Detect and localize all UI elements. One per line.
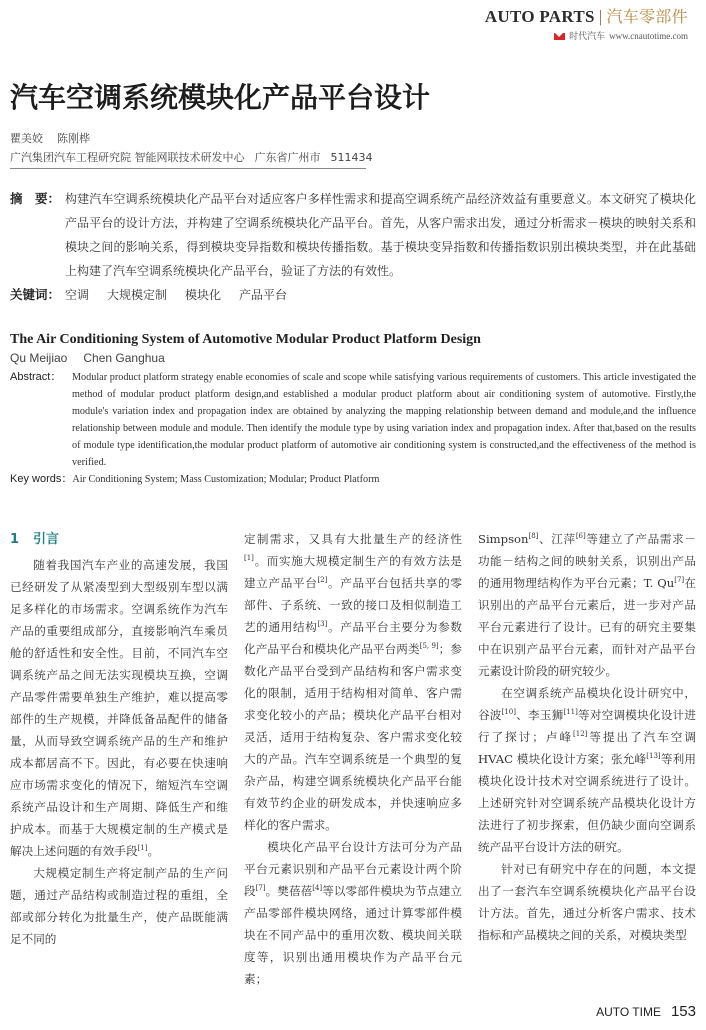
author-list xyxy=(10,130,696,147)
brand-en: AUTO PARTS xyxy=(484,7,595,26)
paragraph-text: 。产品平台包括共享的零部件、子系统、一致的接口及相似制造工艺的通用结构 xyxy=(244,576,462,634)
affiliation-location: 广东省广州市 xyxy=(254,151,321,164)
section-number: 1 xyxy=(10,532,20,547)
author-en: Qu Meijiao xyxy=(10,351,68,365)
paragraph-text: 等建立了产品需求－功能－结构之间的映射关系，识别出产品的通用物理结构作为平台元素；T. Qu xyxy=(478,532,696,590)
paragraph xyxy=(10,554,228,862)
affiliation-postcode: 511434 xyxy=(330,151,373,164)
citation[interactable]: [11] xyxy=(563,708,578,717)
affiliation xyxy=(10,149,696,166)
citation[interactable]: [7] xyxy=(674,576,685,585)
author: 陈刚桦 xyxy=(57,132,90,145)
paragraph-text: 模块化产品平台设计方法可分为产品平台元素识别和产品平台元素设计两个阶段 xyxy=(244,840,462,898)
citation[interactable]: [4] xyxy=(312,884,323,893)
divider xyxy=(10,168,366,169)
article-title-en: The Air Conditioning System of Automotive Modular Product Platform Design xyxy=(10,332,481,347)
paragraph-text: 。樊蓓蓓 xyxy=(265,884,313,898)
paragraph xyxy=(478,682,696,858)
paragraph-text: 。产品平台主要分为参数化产品平台和模块化产品平台两类 xyxy=(244,620,462,656)
paragraph: 大规模定制生产将定制产品的生产问题，通过产品结构或制造过程的重组，全部或部分转化为批量生产，使产品既能满足不同的 xyxy=(10,866,228,946)
paragraph-text: 在空调系统产品模块化设计研究中，谷波 xyxy=(478,686,696,722)
mail-icon xyxy=(554,33,565,40)
abstract-en-text: Modular product platform strategy enable economies of scale and scope while satisfying various requirements of customers. This article investigated the method of modular product platform design,and established a modular product platform about air conditioning system of automotive. Firstly,the module's variation index and propagation index are obtained by analyzing the mapping relationship between demand and module,and the influence relationship between module and module. Then identify the module type by using variation index and propagation index. After that,based on the results of module type identification,the modular product platform of automotive air conditioning system is constructed,and the effectiveness of the method is verified. xyxy=(72,372,696,468)
abstract-cn xyxy=(10,187,696,283)
magazine-name: AUTO TIME xyxy=(596,1005,661,1019)
paragraph: 针对已有研究中存在的问题，本文提出了一套汽车空调系统模块化产品平台设计方法。首先，通过分析客户需求、技术指标和产品模块之间的关系，对模块类型 xyxy=(478,862,696,942)
paragraph-text: 定制需求，又具有大批量生产的经济性 xyxy=(244,532,462,546)
page-number: 153 xyxy=(670,1003,696,1020)
brand-cn: 汽车零部件 xyxy=(606,7,688,26)
citation[interactable]: [6] xyxy=(575,532,586,541)
paragraph xyxy=(244,528,462,836)
section-heading xyxy=(10,528,228,552)
paragraph-text: 、李玉狮 xyxy=(516,708,564,722)
keyword: 空调 xyxy=(65,288,90,302)
citation[interactable]: [1] xyxy=(137,844,148,853)
citation[interactable]: [5, 9] xyxy=(419,642,439,651)
article-title: 汽车空调系统模块化产品平台设计 xyxy=(10,81,431,114)
publisher-website[interactable]: www.cnautotime.com xyxy=(609,31,688,41)
keywords-cn-label: 关键词： xyxy=(10,287,61,302)
paragraph-text: 等以零部件模块为节点建立产品零部件模块网络，通过计算零部件模块在不同产品中的重用次数、模块间关联度等，识别出通用模块作为产品平台元素； xyxy=(244,884,462,986)
body-column-3 xyxy=(478,528,696,946)
paragraph xyxy=(478,528,696,682)
author-en: Chen Ganghua xyxy=(83,351,165,365)
body-column-1 xyxy=(10,528,228,950)
paragraph-text: 随着我国汽车产业的高速发展，我国已经研发了从紧凑型到大型级别车型以满足多样化的市场需求。空调系统作为汽车产品的重要组成部分，直接影响汽车乘员舱的舒适性和安全性。目前，不同汽车空调系统产品之间无法实现模块互换，空调产品零件需要单独生产维护，难以提高零部件的生产规模，并降低备品配件的储备量，从而导致空调系统产品的生产和维护成本都居高不下。因此，有必要在快速响应市场需求变化的情况下，缩短汽车空调系统产品设计和生产周期、降低生产和维护成本。而基于大规模定制的生产模式是解决上述问题的有效手段 xyxy=(10,558,228,858)
abstract-en-label: Abstract： xyxy=(10,371,62,383)
keyword: 模块化 xyxy=(185,288,222,302)
keyword: 产品平台 xyxy=(239,288,288,302)
page-header xyxy=(10,6,696,42)
citation[interactable]: [12] xyxy=(573,730,588,739)
keyword: 大规模定制 xyxy=(107,288,168,302)
paragraph-text: Simpson xyxy=(478,532,529,546)
abstract-cn-label: 摘 要： xyxy=(10,191,61,206)
keywords-cn xyxy=(10,283,696,307)
citation[interactable]: [3] xyxy=(317,620,328,629)
keywords-en xyxy=(10,471,696,488)
citation[interactable]: [2] xyxy=(317,576,328,585)
citation[interactable]: [1] xyxy=(244,554,254,563)
citation[interactable]: [10] xyxy=(501,708,516,717)
paragraph xyxy=(244,836,462,990)
body-columns xyxy=(10,528,696,990)
keywords-en-label: Key words： xyxy=(10,473,73,485)
body-column-2 xyxy=(244,528,462,990)
paragraph-text: 在识别出的产品平台元素后，进一步对产品平台元素进行了设计。已有的研究主要集中在识别产品平台元素，而针对产品平台元素设计阶段的研究较少。 xyxy=(478,576,696,678)
paragraph-text: 等对空调模块化设计进行了探讨；卢峰 xyxy=(478,708,696,744)
publisher-name: 时代汽车 xyxy=(569,31,606,41)
paragraph-text: 等利用模块化设计技术对空调系统进行了设计。上述研究针对空调系统产品模块化设计方法进行了初步探索，但仍缺少面向空调系统产品平台设计方法的研究。 xyxy=(478,752,696,854)
section-title: 引言 xyxy=(33,532,60,547)
paragraph-text: 。而实施大规模定制生产的有效方法是建立产品平台 xyxy=(244,554,462,590)
brand-separator: | xyxy=(598,7,603,26)
keywords-en-text: Air Conditioning System; Mass Customization; Modular; Product Platform xyxy=(72,474,380,485)
author: 瞿美姣 xyxy=(10,132,43,145)
abstract-en xyxy=(10,369,696,471)
affiliation-org: 广汽集团汽车工程研究院 智能网联技术研发中心 xyxy=(10,151,245,164)
paragraph-text: 。 xyxy=(147,844,160,858)
paragraph-text: 等提出了汽车空调 HVAC 模块化设计方案；张允峰 xyxy=(478,730,696,766)
citation[interactable]: [8] xyxy=(528,532,539,541)
abstract-cn-text: 构建汽车空调系统模块化产品平台对适应客户多样性需求和提高空调系统产品经济效益有重要意义。本文研究了模块化产品平台的设计方法，并构建了空调系统模块化产品平台。首先，从客户需求出发，通过分析需求－模块的映射关系和模块之间的影响关系，得到模块变异指数和模块传播指数。基于模块变异指数和传播指数识别出模块类型，并在此基础上构建了汽车空调系统模块化产品平台，验证了方法的有效性。 xyxy=(65,192,696,278)
author-list-en xyxy=(10,349,696,367)
magazine-section-header xyxy=(485,6,688,28)
citation[interactable]: [7] xyxy=(255,884,266,893)
publisher-line xyxy=(554,30,688,42)
page-footer xyxy=(596,1002,696,1022)
citation[interactable]: [13] xyxy=(646,752,661,761)
paragraph-text: ；参数化产品平台受到产品结构和客户需求变化的限制，适用于结构相对简单、客户需求变化较小的产品；模块化产品平台相对灵活，适用于结构复杂、客户需求变化较大的产品。汽车空调系统是一个典型的复杂产品，构建空调系统模块化产品平台能有效节约企业的研发成本，并快速响应多样化的客户需求。 xyxy=(244,642,462,832)
paragraph-text: 、江萍 xyxy=(538,532,576,546)
